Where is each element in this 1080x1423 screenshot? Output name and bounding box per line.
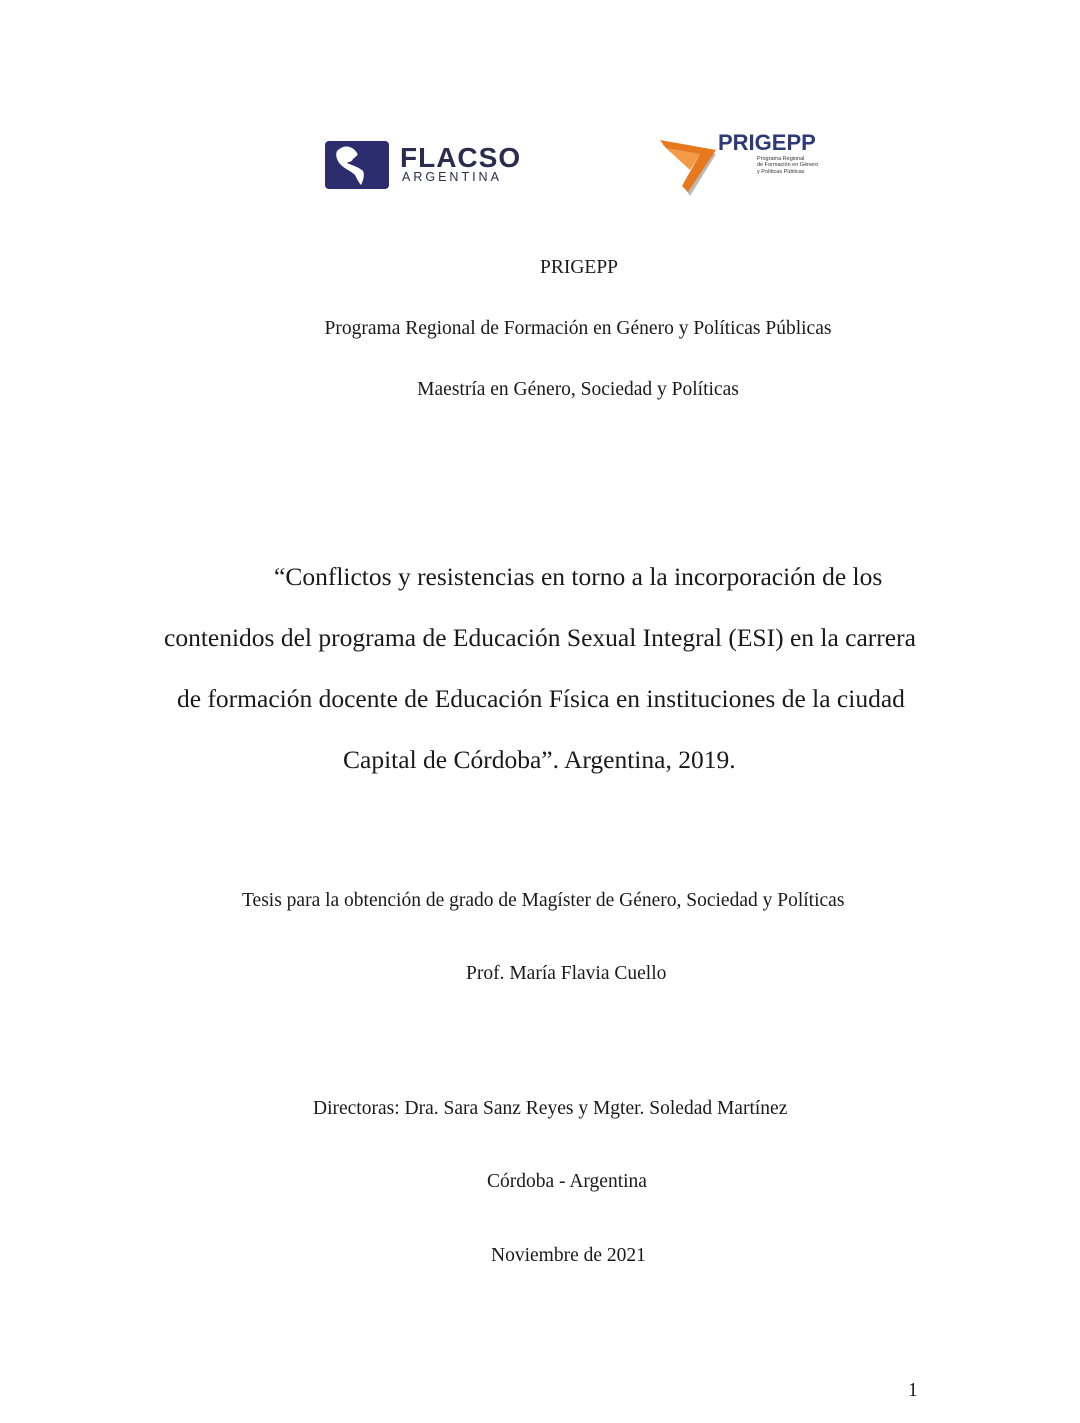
flacso-wordmark: FLACSO xyxy=(400,142,522,173)
thesis-purpose: Tesis para la obtención de grado de Magíster de Género, Sociedad y Políticas xyxy=(242,890,845,911)
flacso-subtitle: ARGENTINA xyxy=(402,170,502,184)
header-program: Programa Regional de Formación en Género y Políticas Públicas xyxy=(324,318,832,339)
header-acronym: PRIGEPP xyxy=(539,257,619,278)
thesis-author: Prof. María Flavia Cuello xyxy=(466,963,667,984)
prigepp-subtitle xyxy=(757,156,852,175)
prigepp-logo xyxy=(660,128,845,200)
thesis-title-line: de formación docente de Educación Física en instituciones de la ciudad xyxy=(177,684,905,713)
thesis-title-line: contenidos del programa de Educación Sexual Integral (ESI) en la carrera xyxy=(164,623,916,652)
thesis-place: Córdoba - Argentina xyxy=(487,1171,647,1192)
prigepp-subtitle-line: y Políticas Públicas xyxy=(757,168,805,175)
thesis-title-line: Capital de Córdoba”. Argentina, 2019. xyxy=(343,745,736,774)
thesis-title-line: “Conflictos y resistencias en torno a la incorporación de los xyxy=(274,562,883,591)
page-number: 1 xyxy=(908,1380,918,1401)
prigepp-wordmark: PRIGEPP xyxy=(718,130,816,155)
thesis-date: Noviembre de 2021 xyxy=(491,1245,646,1266)
prigepp-subtitle-line: de Formación en Género xyxy=(757,162,819,169)
flacso-emblem-icon xyxy=(325,141,389,189)
prigepp-subtitle-line: Programa Regional xyxy=(757,156,805,162)
flacso-logo xyxy=(322,138,532,196)
thesis-directors: Directoras: Dra. Sara Sanz Reyes y Mgter. Soledad Martínez xyxy=(313,1098,788,1119)
header-degree: Maestría en Género, Sociedad y Políticas xyxy=(417,379,739,400)
